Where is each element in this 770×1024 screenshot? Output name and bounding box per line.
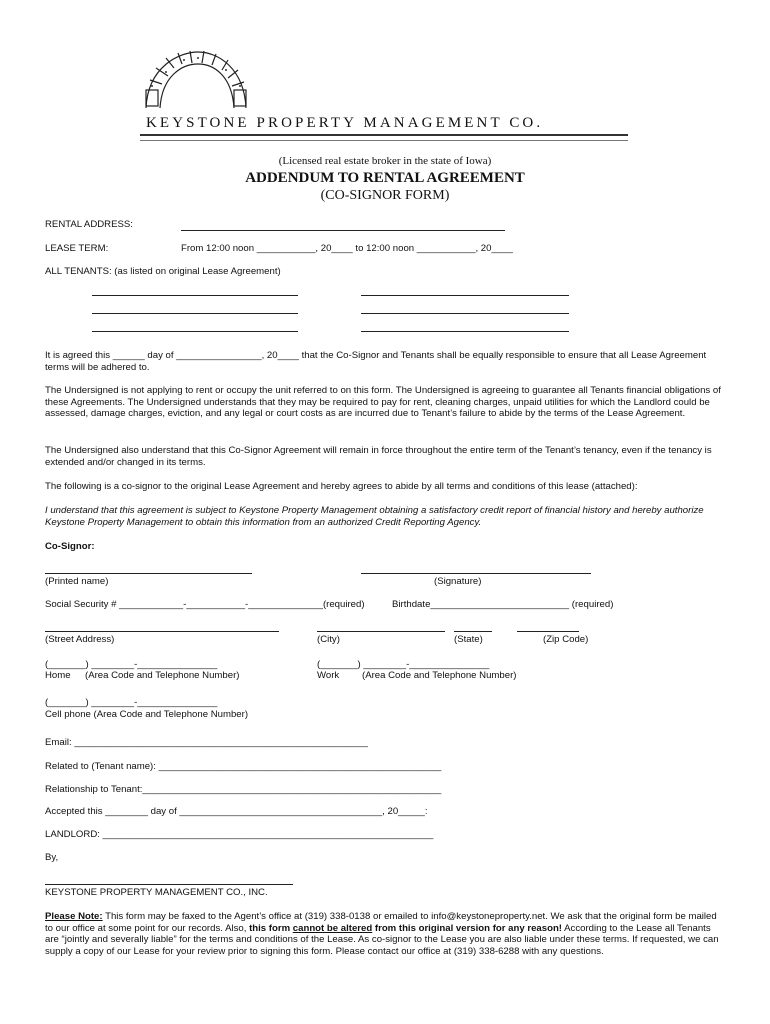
please-note-paragraph — [45, 911, 723, 958]
tenant-line[interactable] — [361, 313, 569, 314]
please-note-label: Please Note: — [45, 911, 103, 922]
rental-address-field[interactable] — [181, 230, 505, 231]
lease-term-field[interactable]: From 12:00 noon ___________, 20____ to 12:00 noon ___________, 20____ — [181, 243, 513, 254]
tenant-line[interactable] — [92, 295, 298, 296]
work-phone-area-label: (Area Code and Telephone Number) — [362, 670, 517, 681]
email-field[interactable]: Email: _______________________________________________________ — [45, 737, 368, 748]
company-logo-text: KEYSTONE PROPERTY MANAGEMENT CO. — [146, 115, 544, 131]
landlord-field[interactable]: LANDLORD: ______________________________________________________________ — [45, 829, 434, 840]
note-text-1: This form may be faxed to the Agent’s office at (319) 338-0138 or emailed to info@keystoneproperty.net. We ask that the original form be mailed to our office at some point for our records. Also, — [45, 911, 717, 934]
cell-phone-field[interactable]: (_______) ________-_______________ — [45, 697, 218, 708]
cell-phone-label: Cell phone (Area Code and Telephone Number) — [45, 709, 249, 720]
all-tenants-label: ALL TENANTS: (as listed on original Lease Agreement) — [45, 266, 281, 277]
home-phone-field[interactable]: (_______) ________-_______________ — [45, 659, 218, 670]
ssn-required: (required) — [322, 599, 365, 610]
state-label: (State) — [454, 634, 483, 645]
zip-field[interactable] — [517, 631, 579, 632]
ssn-blanks[interactable]: ____________-___________-______________ — [116, 599, 323, 610]
by-label: By, — [45, 852, 59, 863]
ssn-label: Social Security # — [45, 599, 117, 610]
accepted-field[interactable]: Accepted this ________ day of ______________________________________, 20_____: — [45, 806, 428, 817]
street-label: (Street Address) — [45, 634, 115, 645]
tenant-line[interactable] — [361, 295, 569, 296]
street-field[interactable] — [45, 631, 279, 632]
logo-underline — [140, 134, 628, 141]
tenant-line[interactable] — [92, 313, 298, 314]
agreement-paragraph: It is agreed this ______ day of ________________, 20____ that the Co-Signor and Tenants shall be equally responsible to ensure that all Lease Agreement terms will be adhered to. — [45, 350, 707, 373]
note-text-2: According to the Lease all Tenants are “jointly and severally liable” for the terms and conditions of the Lease. As co-signor to the Lease you are also liable under these terms. If requested, we can supply a copy of our Lease for your review prior to signing this form. Please contact our office at (319) 338-6288 with any questions. — [45, 922, 719, 958]
home-phone-area-label: (Area Code and Telephone Number) — [85, 670, 240, 681]
tenant-line[interactable] — [361, 331, 569, 332]
note-bold-underline: cannot be altered — [292, 922, 373, 934]
home-phone-label: Home — [45, 670, 71, 681]
signature-label: (Signature) — [434, 576, 482, 587]
page-title: ADDENDUM TO RENTAL AGREEMENT — [245, 170, 525, 186]
keystone-arch-logo-icon — [140, 46, 250, 112]
note-bold-2: from this original version for any reason! — [372, 922, 562, 934]
signature-field[interactable] — [361, 573, 591, 574]
term-paragraph: The Undersigned also understand that this Co-Signor Agreement will remain in force throughout the entire term of the Tenant’s tenancy, even if the tenancy is extended and/or changed in its terms. — [45, 445, 712, 468]
tenant-line[interactable] — [92, 331, 298, 332]
company-signature-label: KEYSTONE PROPERTY MANAGEMENT CO., INC. — [45, 887, 268, 898]
credit-paragraph: I understand that this agreement is subject to Keystone Property Management obtaining a satisfactory credit report of financial history and hereby authorize Keystone Property Management to obtain this information from an authorized Credit Reporting Agency. — [45, 505, 704, 528]
cosignor-paragraph: The following is a co-signor to the original Lease Agreement and hereby agrees to abide by all terms and conditions of this lease (attached): — [45, 481, 638, 492]
birthdate-row[interactable] — [392, 599, 613, 611]
birthdate-field[interactable]: Birthdate__________________________ — [392, 599, 570, 610]
page-subtitle: (CO-SIGNOR FORM) — [320, 188, 450, 203]
printed-name-label: (Printed name) — [45, 576, 109, 587]
work-phone-field[interactable]: (_______) ________-_______________ — [317, 659, 490, 670]
lease-term-label: LEASE TERM: — [45, 243, 109, 254]
undersigned-paragraph: The Undersigned is not applying to rent or occupy the unit referred to on this form. The Undersigned is agreeing to guarantee all Tenants financial obligations of these Agreements. The Undersigned understands that they may be required to pay for rent, cleaning charges, unpaid utilities for which the Landlord could be assessed, damage charges, eviction, and any legal or court costs as are incurred due to Tenant’s failure to abide by the terms of the Lease Agreement. — [45, 385, 721, 420]
city-field[interactable] — [317, 631, 445, 632]
city-label: (City) — [317, 634, 340, 645]
printed-name-field[interactable] — [45, 573, 252, 574]
related-tenant-field[interactable]: Related to (Tenant name): _____________________________________________________ — [45, 761, 442, 772]
relationship-field[interactable]: Relationship to Tenant:________________________________________________________ — [45, 784, 442, 795]
license-note: (Licensed real estate broker in the state of Iowa) — [278, 155, 492, 167]
work-phone-label: Work — [317, 670, 340, 681]
state-field[interactable] — [454, 631, 492, 632]
birthdate-required: (required) — [571, 599, 614, 610]
landlord-signature-field[interactable] — [45, 884, 293, 885]
note-bold-1: this form — [249, 922, 293, 934]
zip-label: (Zip Code) — [543, 634, 589, 645]
rental-address-label: RENTAL ADDRESS: — [45, 219, 133, 230]
cosignor-heading: Co-Signor: — [45, 541, 95, 552]
social-security-row[interactable] — [45, 599, 365, 611]
